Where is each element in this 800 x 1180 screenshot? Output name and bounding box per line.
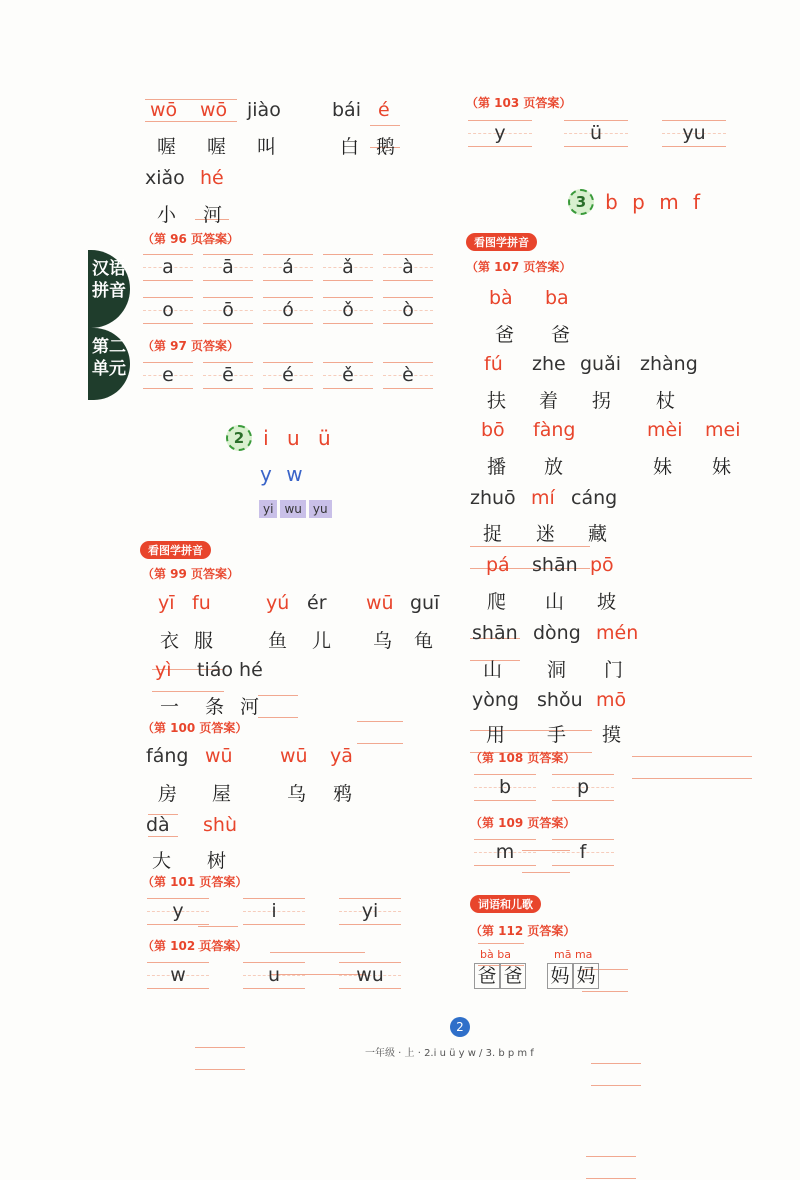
pinyin: shù (203, 814, 237, 836)
pinyin: é (282, 364, 294, 386)
hanzi: 拐 (592, 390, 612, 412)
pinyin: yī (158, 592, 175, 614)
answer-label: （第 112 页答案） (470, 924, 576, 938)
pinyin: dà (146, 814, 170, 836)
hanzi: 喔 (157, 136, 177, 158)
pinyin: ō (222, 299, 234, 321)
pinyin: ē (222, 364, 234, 386)
hanzi: 叫 (257, 136, 277, 158)
hanzi-box: 爸 (474, 963, 500, 989)
hanzi: 衣 (160, 630, 180, 652)
pinyin: ü (589, 122, 603, 144)
pinyin: b (498, 776, 512, 798)
answer-label: （第 109 页答案） (470, 816, 576, 830)
hanzi: 河 (203, 204, 223, 226)
pinyin: i (271, 900, 277, 922)
hanzi: 藏 (588, 523, 608, 545)
syllable-box: yu (309, 500, 332, 518)
hanzi: 乌 (373, 630, 393, 652)
pinyin: guǎi (580, 353, 622, 375)
hanzi: 鱼 (268, 630, 288, 652)
answer-label: （第 96 页答案） (142, 232, 240, 246)
hanzi: 山 (545, 591, 565, 613)
hanzi: 条 (205, 696, 225, 718)
pinyin: e (162, 364, 174, 386)
pinyin: guī (410, 592, 440, 614)
hanzi: 鸦 (333, 783, 353, 805)
pinyin: yú (266, 592, 290, 614)
section-title: b p m f (605, 190, 705, 214)
hanzi: 山 (483, 659, 503, 681)
unit-tab-unit2: 第二单元 (88, 328, 130, 400)
hanzi: 一 (160, 696, 180, 718)
pinyin: jiào (247, 99, 281, 121)
section-heading (568, 189, 704, 215)
hanzi: 洞 (547, 659, 567, 681)
hanzi: 爬 (487, 591, 507, 613)
pinyin: wō (150, 99, 178, 121)
pinyin: shǒu (537, 689, 583, 711)
pinyin: à (402, 256, 414, 278)
hanzi: 迷 (536, 523, 556, 545)
pinyin: y (172, 900, 184, 922)
hanzi: 河 (240, 696, 260, 718)
pinyin: yòng (472, 689, 519, 711)
pinyin-line (195, 1045, 245, 1071)
pinyin: wō (200, 99, 228, 121)
exercise-tag: 看图学拼音 (140, 541, 211, 559)
syllable-box: wu (280, 500, 305, 518)
answer-row (474, 837, 624, 867)
hanzi: 用 (486, 724, 506, 746)
answer-label: （第 107 页答案） (466, 260, 572, 274)
hanzi-box: 妈 (547, 963, 573, 989)
section-subtitle: y w (260, 462, 307, 486)
syllable-boxes (259, 498, 335, 518)
hanzi: 门 (604, 659, 624, 681)
hanzi: 放 (544, 456, 564, 478)
hanzi: 爸 (551, 324, 571, 346)
hanzi: 龟 (414, 630, 434, 652)
pinyin: dòng (533, 622, 581, 644)
pinyin: f (579, 841, 587, 863)
pinyin: ā (222, 256, 234, 278)
hanzi: 妹 (653, 456, 673, 478)
section-number-badge: 2 (226, 425, 252, 451)
pinyin: o (162, 299, 174, 321)
pinyin: bō (481, 419, 505, 441)
answer-row (143, 252, 433, 282)
word-boxes (547, 963, 599, 989)
answer-row (147, 960, 407, 990)
pinyin: cáng (571, 487, 618, 509)
answer-label: （第 102 页答案） (142, 939, 248, 953)
pinyin: yu (682, 122, 706, 144)
word-boxes (474, 963, 526, 989)
pinyin: y (494, 122, 506, 144)
pinyin: wū (205, 745, 233, 767)
hanzi: 树 (207, 850, 227, 872)
pinyin: ǎ (342, 256, 354, 278)
pinyin: fàng (533, 419, 576, 441)
pinyin: mō (596, 689, 627, 711)
hanzi: 捉 (483, 523, 503, 545)
pinyin: xiǎo (145, 167, 185, 189)
syllable-box: yi (259, 500, 277, 518)
hanzi: 坡 (597, 591, 617, 613)
answer-label: （第 100 页答案） (142, 721, 248, 735)
pinyin: wū (280, 745, 308, 767)
pinyin: ò (402, 299, 414, 321)
pinyin: bái (332, 99, 361, 121)
exercise-tag: 看图学拼音 (466, 233, 537, 251)
answer-row (468, 118, 730, 148)
section-title: i u ü (263, 426, 337, 450)
pinyin: pá (486, 554, 510, 576)
pinyin-small: bà ba (480, 948, 511, 961)
answer-row (474, 772, 624, 802)
pinyin: a (162, 256, 174, 278)
answer-label: （第 101 页答案） (142, 875, 248, 889)
answer-row (143, 295, 433, 325)
pinyin: yā (330, 745, 353, 767)
pinyin-line (632, 754, 752, 780)
hanzi: 爸 (495, 324, 515, 346)
pinyin: wū (366, 592, 394, 614)
pinyin: fáng (146, 745, 189, 767)
pinyin: m (495, 841, 515, 863)
pinyin: ér (307, 592, 327, 614)
pinyin: shān (532, 554, 578, 576)
hanzi-box: 爸 (500, 963, 526, 989)
answer-row (143, 360, 433, 390)
pinyin: ó (282, 299, 294, 321)
answer-label: （第 99 页答案） (142, 567, 240, 581)
pinyin: zhàng (640, 353, 698, 375)
pinyin: zhuō (470, 487, 516, 509)
pinyin-small: mā ma (554, 948, 593, 961)
pinyin: fu (192, 592, 211, 614)
pinyin-line (258, 693, 298, 719)
hanzi: 喔 (207, 136, 227, 158)
pinyin: yi (361, 900, 379, 922)
hanzi: 大 (152, 850, 172, 872)
pinyin: w (170, 964, 186, 986)
hanzi: 小 (157, 204, 177, 226)
pinyin: tiáo hé (197, 659, 263, 681)
answer-label: （第 103 页答案） (466, 96, 572, 110)
section-number-badge: 3 (568, 189, 594, 215)
hanzi: 手 (547, 724, 567, 746)
unit-tab-pinyin: 汉语拼音 (88, 250, 130, 328)
hanzi: 鹅 (376, 136, 396, 158)
hanzi: 扶 (487, 390, 507, 412)
pinyin: bà (489, 287, 513, 309)
hanzi: 妹 (712, 456, 732, 478)
pinyin: mí (531, 487, 555, 509)
hanzi: 乌 (287, 783, 307, 805)
pinyin: mèi (647, 419, 683, 441)
pinyin-line (586, 1154, 636, 1180)
hanzi-box: 妈 (573, 963, 599, 989)
pinyin: yì (155, 659, 172, 681)
pinyin: p (576, 776, 590, 798)
pinyin-line (357, 719, 403, 745)
pinyin: é (378, 99, 390, 121)
pinyin: wu (356, 964, 384, 986)
page-number: 2 (450, 1017, 470, 1037)
answer-label: （第 108 页答案） (470, 751, 576, 765)
hanzi: 房 (158, 783, 178, 805)
pinyin: ba (545, 287, 569, 309)
hanzi: 播 (487, 456, 507, 478)
hanzi: 服 (194, 630, 214, 652)
page-footer: 一年级 · 上 · 2.i u ü y w / 3. b p m f (365, 1048, 534, 1059)
pinyin: pō (590, 554, 614, 576)
hanzi: 着 (539, 390, 559, 412)
hanzi: 儿 (312, 630, 332, 652)
pinyin: hé (200, 167, 224, 189)
pinyin: ě (342, 364, 354, 386)
pinyin: è (402, 364, 414, 386)
pinyin: mei (705, 419, 741, 441)
pinyin: u (267, 964, 281, 986)
pinyin: shān (472, 622, 518, 644)
exercise-tag: 词语和儿歌 (470, 895, 541, 913)
pinyin: mén (596, 622, 639, 644)
pinyin: á (282, 256, 294, 278)
section-heading (226, 425, 337, 451)
hanzi: 摸 (602, 724, 622, 746)
hanzi: 白 (340, 136, 360, 158)
pinyin: ǒ (342, 299, 354, 321)
pinyin-line (591, 1061, 641, 1087)
answer-row (147, 896, 407, 926)
answer-label: （第 97 页答案） (142, 339, 240, 353)
pinyin: fú (484, 353, 503, 375)
hanzi: 杖 (656, 390, 676, 412)
hanzi: 屋 (212, 783, 232, 805)
pinyin: zhe (532, 353, 566, 375)
